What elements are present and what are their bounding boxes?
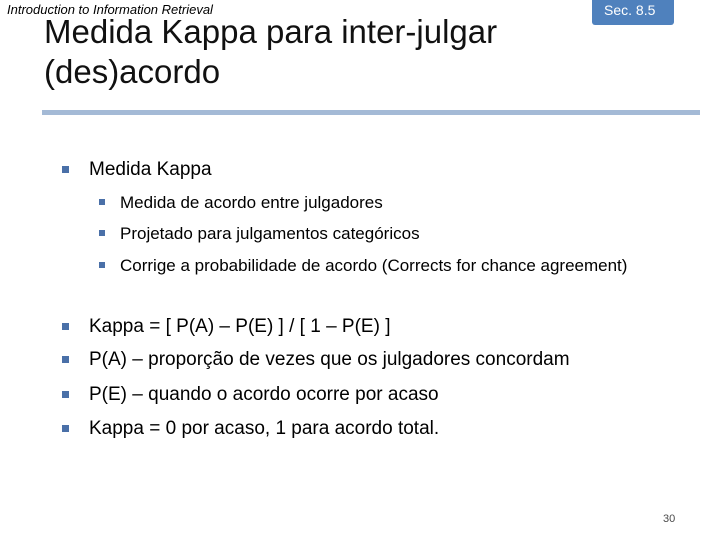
- section-badge: [592, 0, 674, 25]
- bullet-square-icon: [99, 230, 105, 236]
- sub-bullet-chance: [120, 254, 640, 277]
- bullet-square-icon: [62, 166, 69, 173]
- sub-bullet-categorical: [120, 222, 420, 245]
- sub-bullet-text: Medida de acordo entre julgadores: [120, 193, 383, 212]
- bullet-square-icon: [62, 391, 69, 398]
- bullet-pa-definition: [89, 348, 570, 371]
- bullet-kappa-formula: [89, 315, 390, 338]
- section-label: Sec. 8.5: [604, 2, 656, 18]
- bullet-square-icon: [62, 356, 69, 363]
- sub-bullet-text: Projetado para julgamentos categóricos: [120, 224, 420, 243]
- bullet-square-icon: [62, 425, 69, 432]
- bullet-text: P(E) – quando o acordo ocorre por acaso: [89, 384, 439, 405]
- bullet-square-icon: [62, 323, 69, 330]
- bullet-text: Medida Kappa: [89, 159, 212, 180]
- bullet-text: Kappa = 0 por acaso, 1 para acordo total.: [89, 418, 440, 439]
- bullet-text: P(A) – proporção de vezes que os julgadores concordam: [89, 349, 570, 370]
- bullet-kappa-measure: [89, 158, 212, 181]
- bullet-square-icon: [99, 199, 105, 205]
- course-title: Introduction to Information Retrieval: [7, 2, 213, 17]
- bullet-text: Kappa = [ P(A) – P(E) ] / [ 1 – P(E) ]: [89, 316, 391, 337]
- page-number: 30: [663, 513, 676, 525]
- bullet-square-icon: [99, 262, 105, 268]
- bullet-pe-definition: [89, 383, 439, 406]
- sub-bullet-agreement: [120, 191, 383, 214]
- sub-bullet-text: Corrige a probabilidade de acordo (Corrects for chance agreement): [120, 256, 628, 275]
- bullet-kappa-interpretation: [89, 417, 439, 440]
- slide-title: Medida Kappa para inter-julgar (des)acordo: [44, 13, 498, 90]
